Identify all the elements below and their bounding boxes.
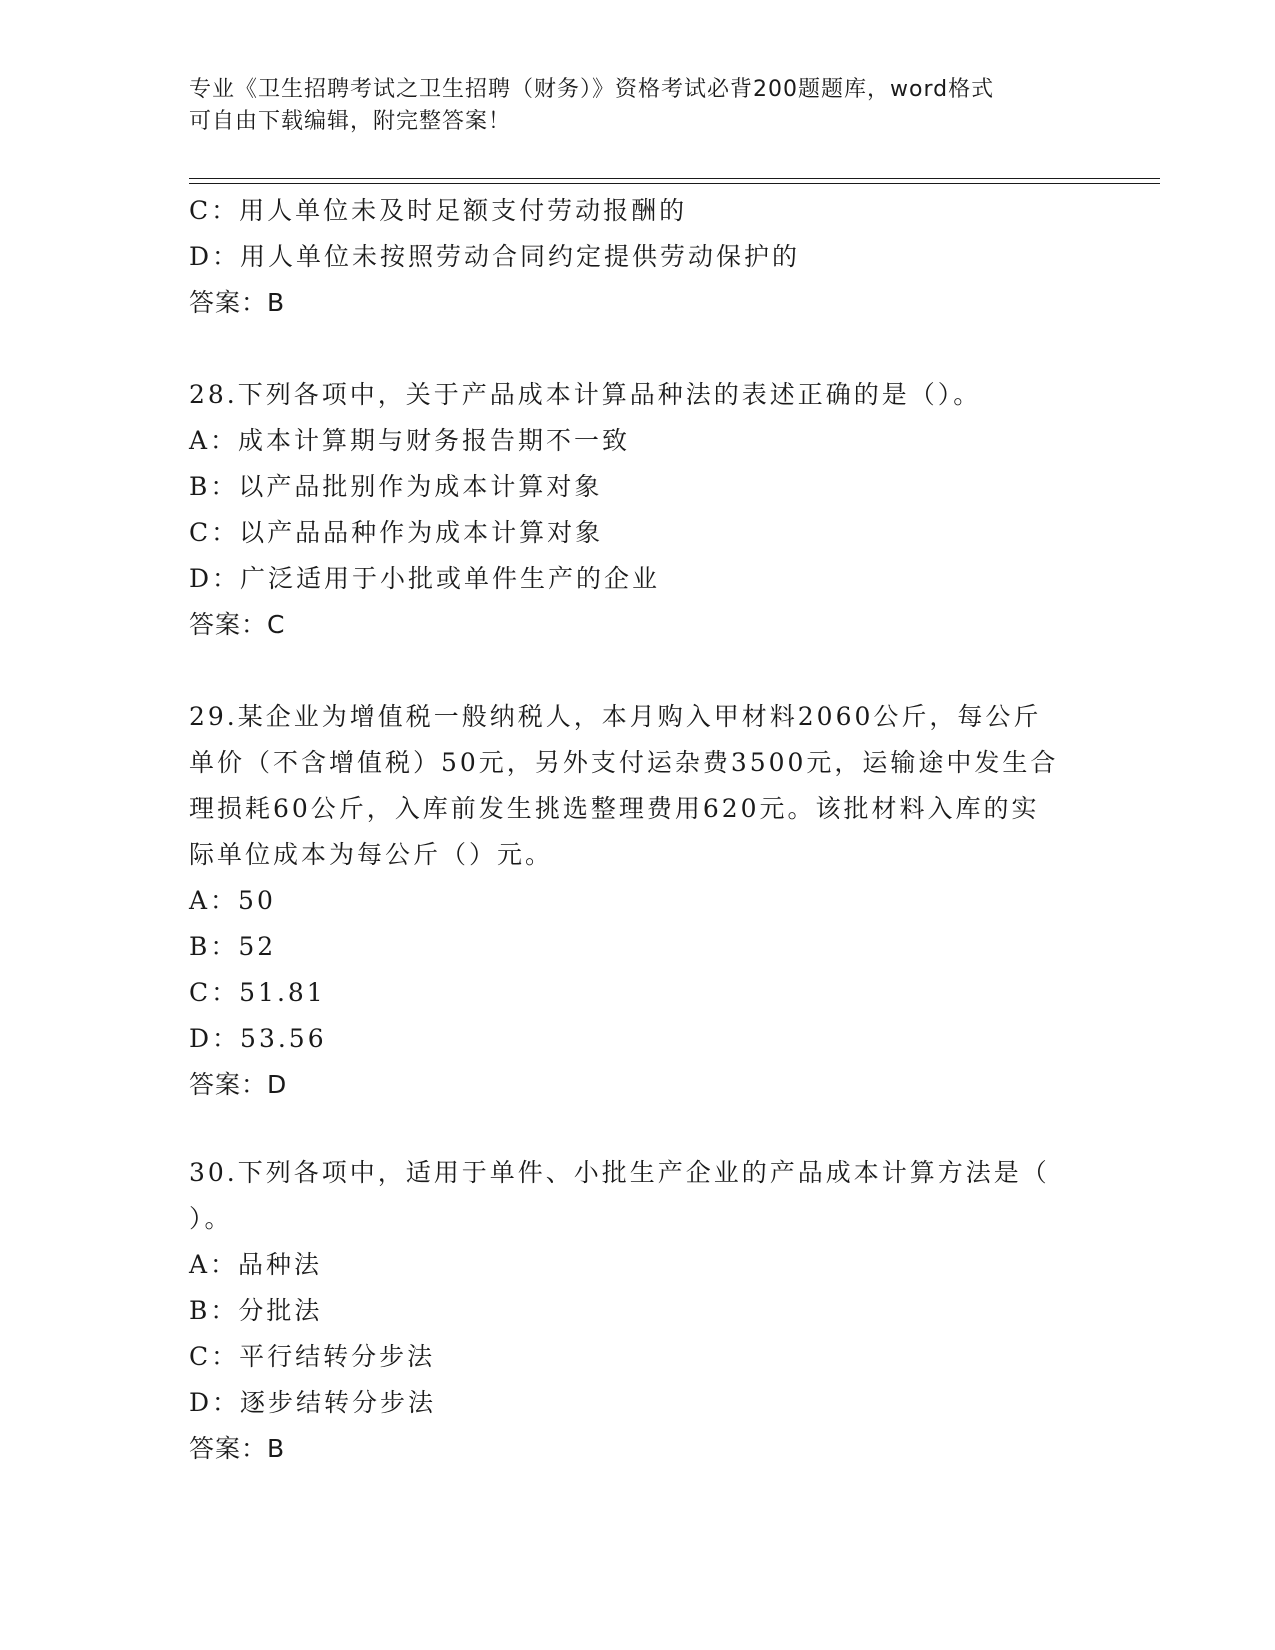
question-block-28 xyxy=(189,372,1089,648)
question-stem-line-3: 理损耗60公斤，入库前发生挑选整理费用620元。该批材料入库的实 xyxy=(189,794,1040,823)
answer-line: 答案：B xyxy=(189,288,286,317)
question-stem-line-2: 单价（不含增值税）50元，另外支付运杂费3500元，运输途中发生合 xyxy=(189,748,1059,777)
option-b: B：52 xyxy=(189,932,277,961)
question-stem-line-4: 际单位成本为每公斤（）元。 xyxy=(189,840,554,869)
question-block-30 xyxy=(189,1150,1089,1472)
option-c: C：用人单位未及时足额支付劳动报酬的 xyxy=(189,196,688,225)
question-stem: 28.下列各项中，关于产品成本计算品种法的表述正确的是（）。 xyxy=(189,380,982,409)
question-stem-line-1: 30.下列各项中，适用于单件、小批生产企业的产品成本计算方法是（ xyxy=(189,1158,1050,1187)
option-d: D：广泛适用于小批或单件生产的企业 xyxy=(189,564,661,593)
document-header xyxy=(189,74,1089,138)
option-c: C：以产品品种作为成本计算对象 xyxy=(189,518,604,547)
answer-line: 答案：B xyxy=(189,1434,286,1463)
question-block-29 xyxy=(189,694,1089,1108)
spacer xyxy=(189,1108,1089,1150)
option-d: D：53.56 xyxy=(189,1024,327,1053)
option-c: C：51.81 xyxy=(189,978,326,1007)
answer-line: 答案：C xyxy=(189,610,286,639)
spacer xyxy=(189,326,1089,372)
option-d: D：逐步结转分步法 xyxy=(189,1388,437,1417)
option-a: A：品种法 xyxy=(189,1250,323,1279)
option-a: A：成本计算期与财务报告期不一致 xyxy=(189,426,631,455)
option-c: C：平行结转分步法 xyxy=(189,1342,436,1371)
header-divider-top xyxy=(189,178,1160,179)
option-b: B：以产品批别作为成本计算对象 xyxy=(189,472,603,501)
question-block-previous xyxy=(189,188,1089,326)
answer-line: 答案：D xyxy=(189,1070,288,1099)
question-stem-line-1: 29.某企业为增值税一般纳税人，本月购入甲材料2060公斤，每公斤 xyxy=(189,702,1042,731)
header-divider-bottom xyxy=(189,183,1160,184)
question-list xyxy=(189,188,1089,1472)
option-a: A：50 xyxy=(189,886,276,915)
question-stem-line-2: ）。 xyxy=(189,1204,233,1233)
header-title-line-1: 专业《卫生招聘考试之卫生招聘（财务）》资格考试必背200题题库，word格式 xyxy=(189,77,995,102)
spacer xyxy=(189,648,1089,694)
header-title-line-2: 可自由下载编辑，附完整答案！ xyxy=(189,109,512,134)
option-d: D：用人单位未按照劳动合同约定提供劳动保护的 xyxy=(189,242,801,271)
option-b: B：分批法 xyxy=(189,1296,323,1325)
